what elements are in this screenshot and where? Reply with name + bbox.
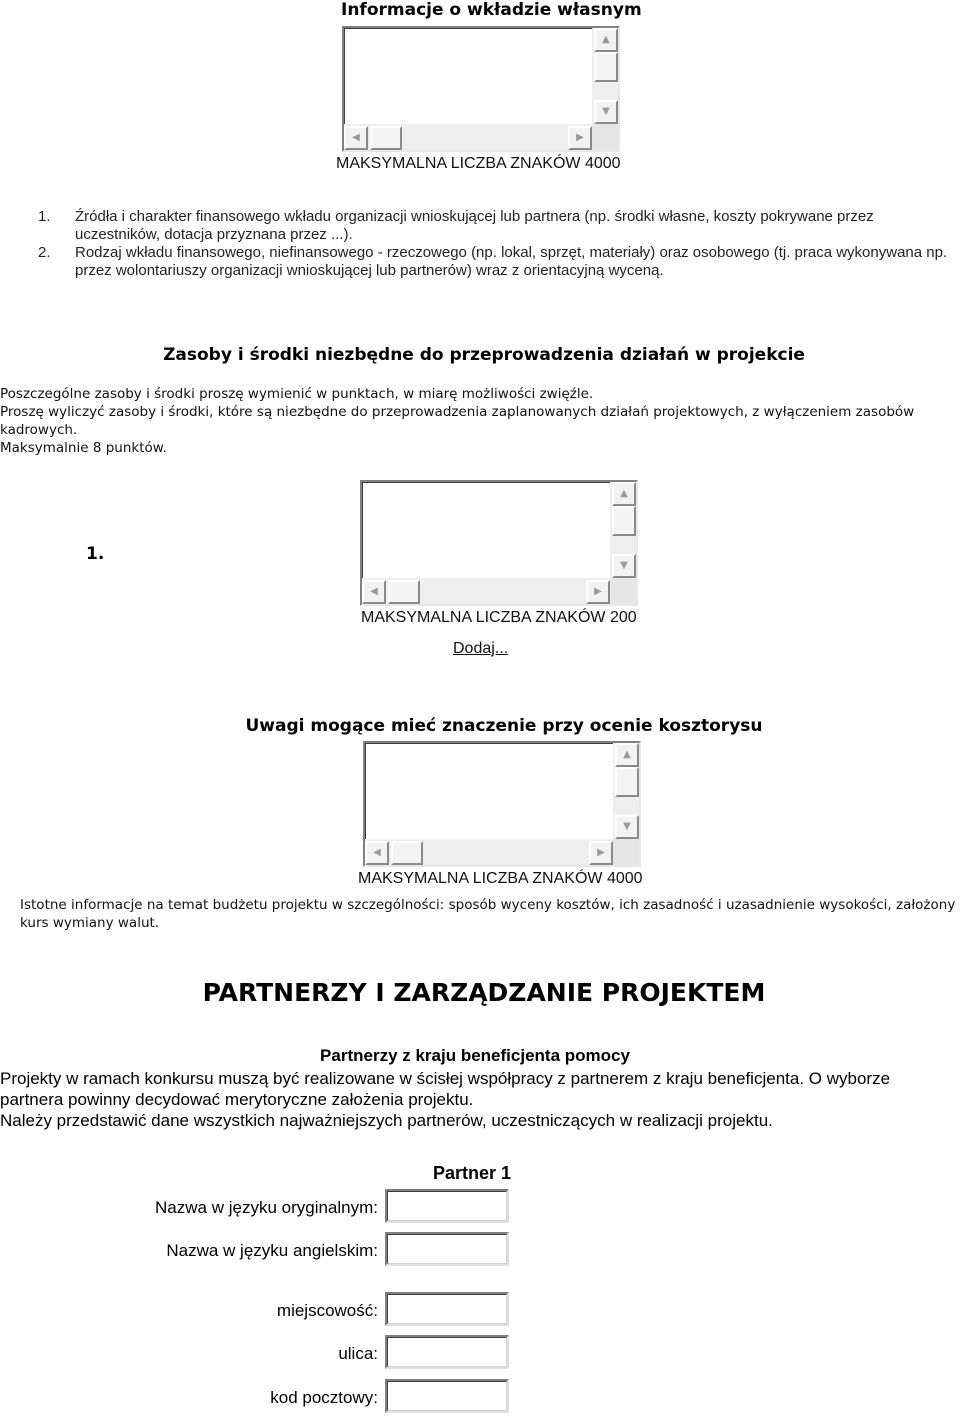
scroll-up-icon[interactable]: ▲ xyxy=(594,28,618,52)
list-text: Rodzaj wkładu finansowego, niefinansowego - rzeczowego (np. lokal, sprzęt, materiały) oraz osobowego (tj. praca wykonywana np. przez wolontariuszy organizacji wnioskującej lub partnerów) wraz z orientacyjną wyceną. xyxy=(75,244,948,279)
name-original-label: Nazwa w języku oryginalnym: xyxy=(155,1198,378,1217)
scroll-left-icon[interactable]: ◀ xyxy=(365,841,389,865)
city-input[interactable] xyxy=(385,1292,509,1326)
own-contribution-textarea[interactable] xyxy=(342,26,620,152)
scroll-thumb[interactable] xyxy=(612,506,636,536)
resources-desc-line: Maksymalnie 8 punktów. xyxy=(0,440,167,456)
own-contribution-char-limit: MAKSYMALNA LICZBA ZNAKÓW 4000 xyxy=(336,155,621,172)
postal-code-input[interactable] xyxy=(385,1379,509,1413)
list-item xyxy=(0,208,960,244)
scroll-up-icon[interactable]: ▲ xyxy=(615,743,639,767)
scroll-down-icon[interactable]: ▼ xyxy=(615,815,639,839)
scroll-left-icon[interactable]: ◀ xyxy=(362,580,386,604)
scroll-thumb[interactable] xyxy=(615,767,639,797)
postal-code-label: kod pocztowy: xyxy=(270,1388,378,1407)
partners-subtitle: Partnerzy z kraju beneficjenta pomocy xyxy=(320,1046,630,1065)
scroll-right-icon[interactable]: ▶ xyxy=(589,841,613,865)
resources-desc-line: Proszę wyliczyć zasoby i środki, które są niezbędne do przeprowadzenia zaplanowanych działań projektowych, z wyłączeniem zasobów kadrowych. xyxy=(0,404,915,438)
horizontal-scrollbar[interactable] xyxy=(344,124,592,150)
street-input[interactable] xyxy=(385,1335,509,1369)
instructions-list xyxy=(0,208,960,280)
scroll-thumb[interactable] xyxy=(391,841,423,865)
resources-desc-line: Poszczególne zasoby i środki proszę wymienić w punktach, w miarę możliwości zwięźle. xyxy=(0,386,594,402)
scroll-left-icon[interactable]: ◀ xyxy=(344,126,368,150)
name-original-input[interactable] xyxy=(385,1189,509,1223)
vertical-scrollbar[interactable] xyxy=(610,482,636,578)
city-label: miejscowość: xyxy=(276,1301,378,1320)
scroll-thumb[interactable] xyxy=(594,52,618,82)
partners-paragraph: Projekty w ramach konkursu muszą być realizowane w ścisłej współpracy z partnerem z kraju beneficjenta. O wyborze partnera powinny decydować merytoryczne założenia projektu. xyxy=(0,1069,891,1109)
partner-title: Partner 1 xyxy=(433,1163,512,1183)
list-item xyxy=(0,244,960,280)
partners-paragraph: Należy przedstawić dane wszystkich najważniejszych partnerów, uczestniczących w realizacji projektu. xyxy=(0,1111,773,1130)
scroll-thumb[interactable] xyxy=(388,580,420,604)
list-number: 2. xyxy=(38,244,51,261)
scroll-up-icon[interactable]: ▲ xyxy=(612,482,636,506)
list-text: Źródła i charakter finansowego wkładu organizacji wnioskującej lub partnera (np. środki własne, koszty pokrywane przez uczestników, dotacja przyznana przez ...). xyxy=(75,208,874,243)
scroll-right-icon[interactable]: ▶ xyxy=(568,126,592,150)
scroll-thumb[interactable] xyxy=(370,126,402,150)
budget-remarks-title: Uwagi mogące mieć znaczenie przy ocenie kosztorysu xyxy=(245,716,763,736)
partners-section-title: PARTNERZY I ZARZĄDZANIE PROJEKTEM xyxy=(202,978,766,1007)
name-english-label: Nazwa w języku angielskim: xyxy=(166,1241,378,1260)
resource-item-textarea[interactable] xyxy=(360,480,638,606)
scroll-down-icon[interactable]: ▼ xyxy=(594,100,618,124)
resources-description xyxy=(0,385,958,457)
scroll-right-icon[interactable]: ▶ xyxy=(586,580,610,604)
resource-char-limit: MAKSYMALNA LICZBA ZNAKÓW 200 xyxy=(361,609,637,626)
horizontal-scrollbar[interactable] xyxy=(365,839,613,865)
add-resource-link[interactable]: Dodaj... xyxy=(453,640,509,657)
resources-title: Zasoby i środki niezbędne do przeprowadzenia działań w projekcie xyxy=(163,345,805,365)
budget-char-limit: MAKSYMALNA LICZBA ZNAKÓW 4000 xyxy=(358,870,643,887)
scroll-down-icon[interactable]: ▼ xyxy=(612,554,636,578)
horizontal-scrollbar[interactable] xyxy=(362,578,610,604)
vertical-scrollbar[interactable] xyxy=(592,28,618,124)
vertical-scrollbar[interactable] xyxy=(613,743,639,839)
own-contribution-title: Informacje o wkładzie własnym xyxy=(341,0,642,20)
list-number: 1. xyxy=(38,208,51,225)
resource-item-number: 1. xyxy=(86,544,105,564)
street-label: ulica: xyxy=(338,1344,378,1363)
budget-remarks-textarea[interactable] xyxy=(363,741,641,867)
name-english-input[interactable] xyxy=(385,1232,509,1266)
budget-remarks-description: Istotne informacje na temat budżetu projektu w szczególności: sposób wyceny kosztów, ich zasadność i uzasadnienie wysokości, założony kurs wymiany walut. xyxy=(20,897,956,931)
